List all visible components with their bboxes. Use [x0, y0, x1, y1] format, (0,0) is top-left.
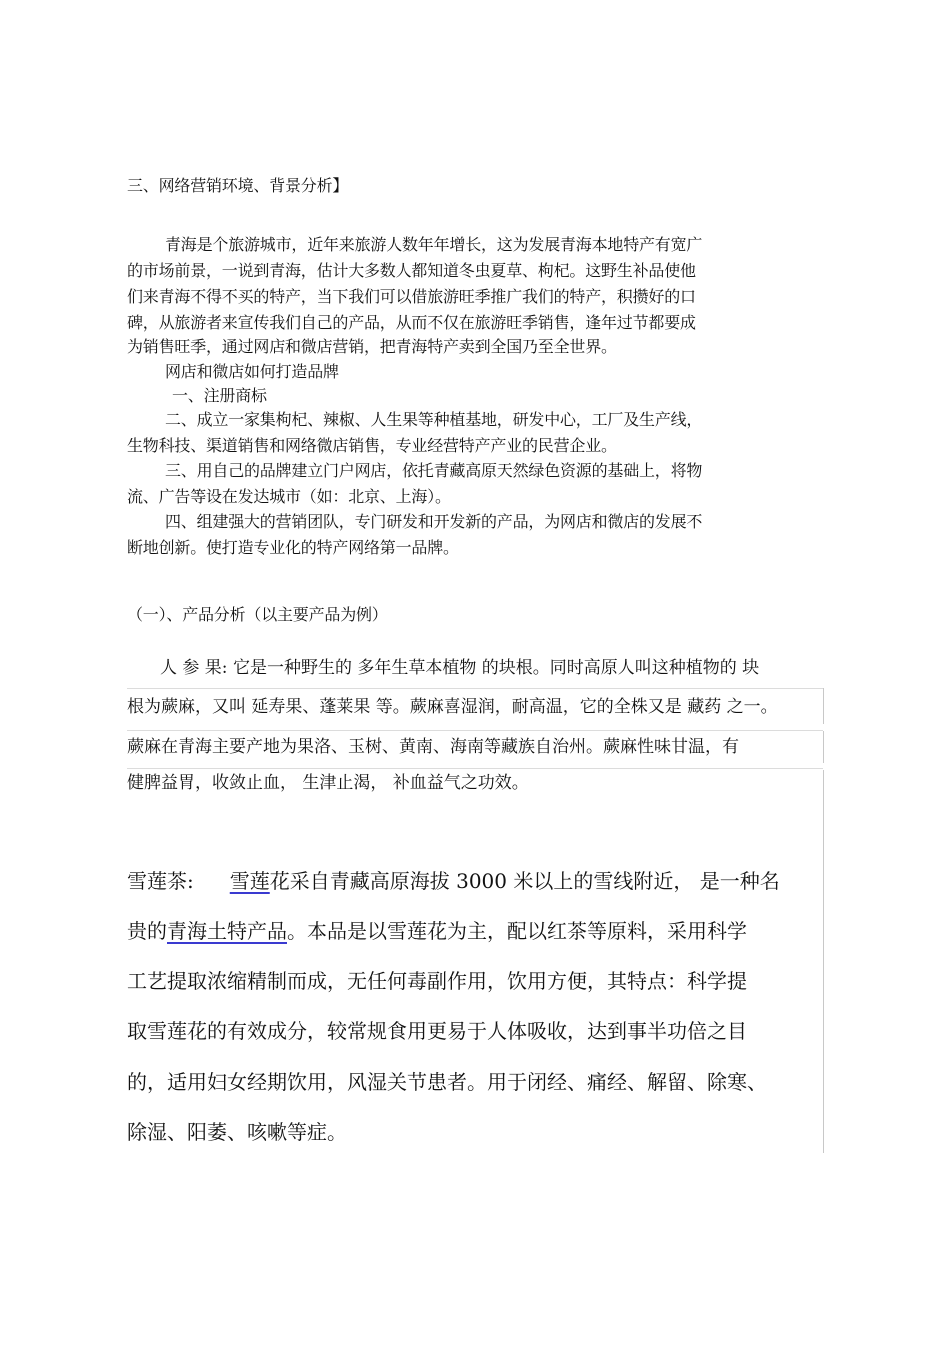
brand-title: 网店和微店如何打造品牌	[165, 362, 339, 381]
frame-line	[127, 688, 823, 689]
intro-line: 碑，从旅游者来宣传我们自己的产品，从而不仅在旅游旺季销售，逢年过节都要成	[127, 313, 696, 332]
intro-line: 的市场前景，一说到青海，估计大多数人都知道冬虫夏草、枸杞。这野生补品使他	[127, 261, 696, 280]
xuelian-link[interactable]: 雪莲	[229, 869, 270, 893]
brand-item: 四、组建强大的营销团队，专门研发和开发新的产品，为网店和微店的发展不	[165, 512, 703, 531]
xuelian-line: 工艺提取浓缩精制而成，无任何毒副作用，饮用方便，其特点：科学提	[127, 969, 747, 993]
intro-line: 为销售旺季，通过网店和微店营销，把青海特产卖到全国乃至全世界。	[127, 337, 617, 356]
brand-item: 一、注册商标	[172, 386, 267, 405]
xuelian-text: 贵的	[127, 919, 167, 943]
xuelian-line: 取雪莲花的有效成分，较常规食用更易于人体吸收，达到事半功倍之目	[127, 1019, 747, 1043]
brand-item: 断地创新。使打造专业化的特产网络第一品牌。	[127, 538, 459, 557]
frame-line	[823, 731, 824, 763]
renshen-line: 蕨麻在青海主要产地为果洛、玉树、黄南、海南等藏族自治州。蕨麻性味甘温，有	[127, 737, 739, 757]
xuelian-label: 雪莲茶:	[127, 869, 194, 893]
section-heading: 三、网络营销环境、背景分析】	[127, 176, 349, 195]
xuelian-line	[127, 866, 780, 896]
brand-item: 三、用自己的品牌建立门户网店，依托青藏高原天然绿色资源的基础上，将物	[165, 461, 703, 480]
intro-line: 青海是个旅游城市，近年来旅游人数年年增长，这为发展青海本地特产有宽广	[165, 235, 703, 254]
renshen-line: 健脾益胃，收敛止血， 生津止渴， 补血益气之功效。	[127, 773, 529, 793]
brand-item: 二、成立一家集枸杞、辣椒、人生果等种植基地，研发中心，工厂及生产线，	[165, 410, 703, 429]
brand-item: 流、广告等设在发达城市（如：北京、上海）。	[127, 487, 451, 506]
xuelian-line	[127, 916, 747, 946]
xuelian-text: 花采自青藏高原海拔 3000 米以上的雪线附近， 是一种名	[269, 869, 780, 893]
renshen-line: 人 参 果: 它是一种野生的 多年生草本植物 的块根。同时高原人叫这种植物的 块	[160, 658, 760, 678]
brand-item: 生物科技、渠道销售和网络微店销售，专业经营特产产业的民营企业。	[127, 436, 617, 455]
xuelian-line: 的，适用妇女经期饮用，风湿关节患者。用于闭经、痛经、解留、除寒、	[127, 1070, 767, 1094]
qinghai-specialty-link[interactable]: 青海土特产品	[167, 919, 287, 943]
frame-line	[823, 770, 824, 1153]
frame-line	[127, 730, 823, 731]
xuelian-line: 除湿、阳萎、咳嗽等症。	[127, 1120, 347, 1144]
renshen-line: 根为蕨麻，又叫 延寿果、蓬莱果 等。蕨麻喜湿润，耐高温，它的全株又是 藏药 之一。	[127, 697, 778, 717]
xuelian-text: 。本品是以雪莲花为主，配以红茶等原料，采用科学	[287, 919, 747, 943]
frame-line	[823, 688, 824, 724]
product-heading: （一）、产品分析（以主要产品为例）	[127, 605, 388, 624]
intro-line: 们来青海不得不买的特产，当下我们可以借旅游旺季推广我们的特产，积攒好的口	[127, 287, 696, 306]
